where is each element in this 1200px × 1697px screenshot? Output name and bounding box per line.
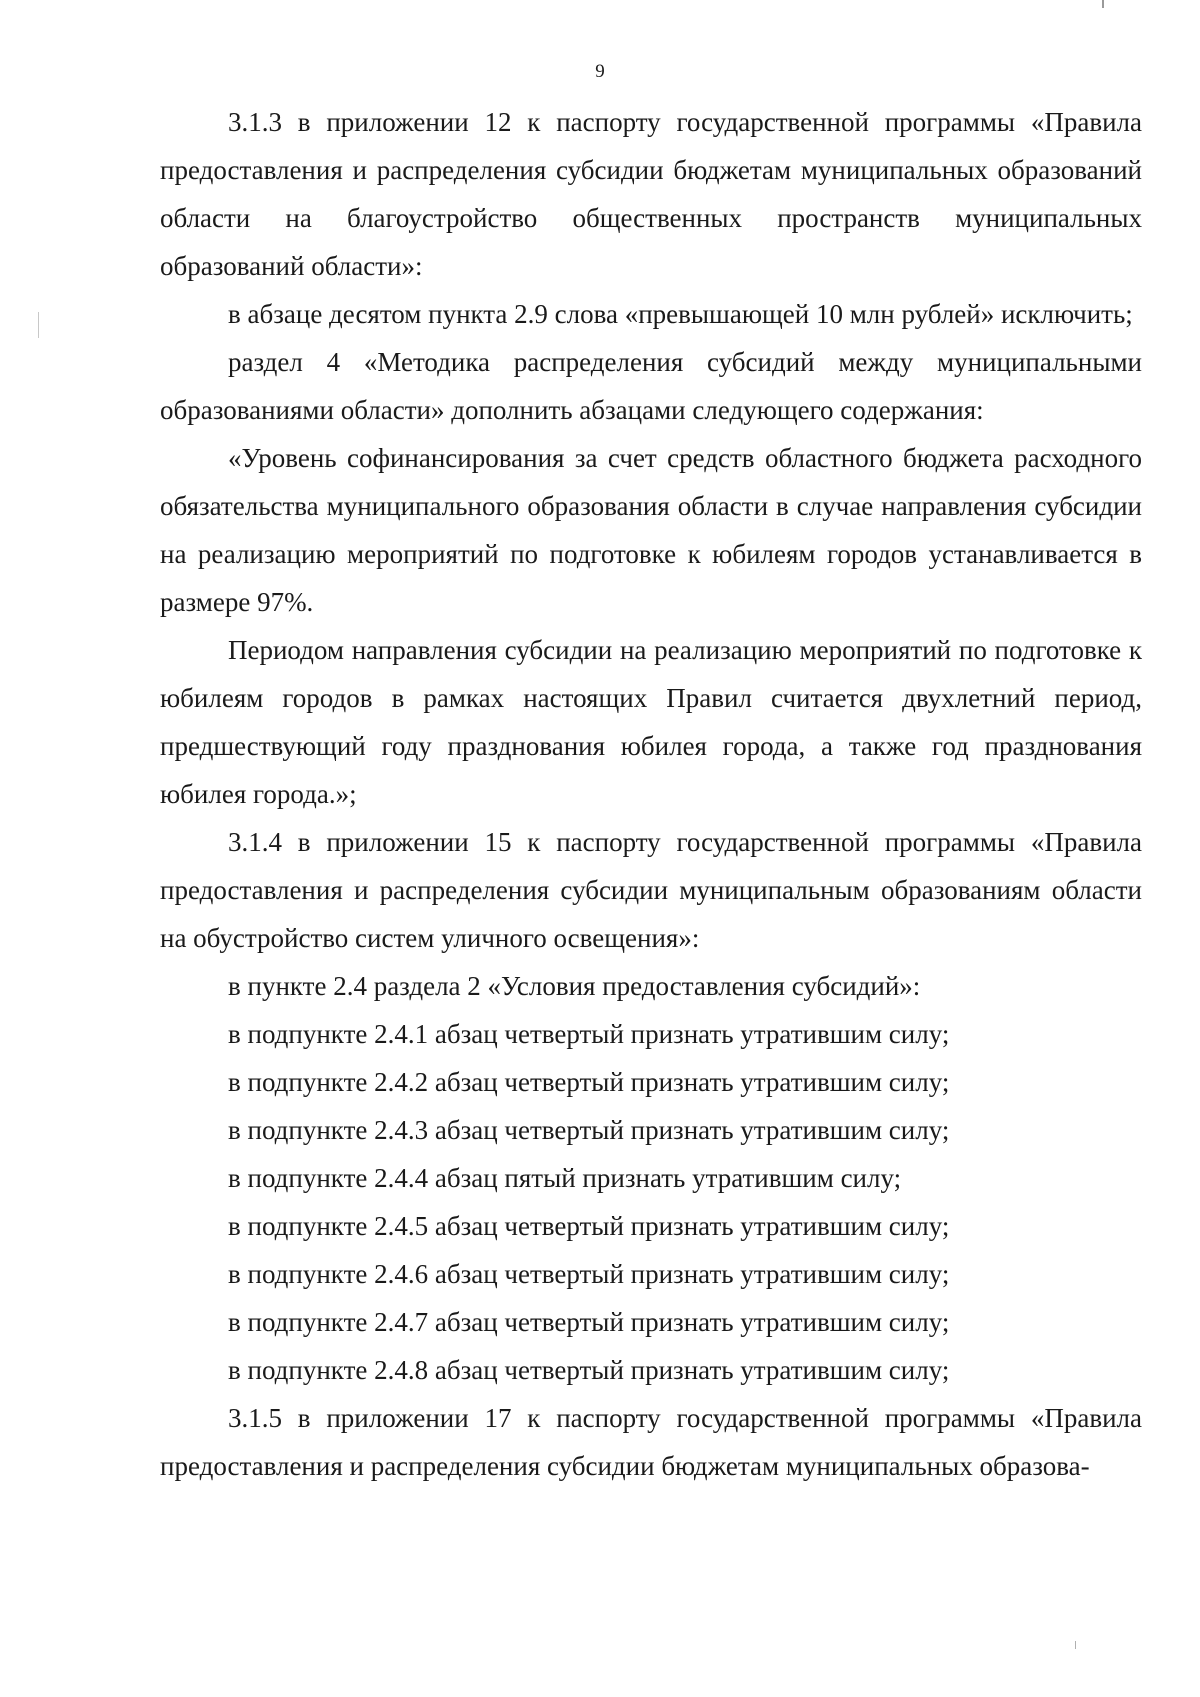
document-body [160, 98, 1142, 1490]
paragraph-subpoint-2-4-2: в подпункте 2.4.2 абзац четвертый признать утратившим силу; [228, 1067, 950, 1097]
paragraph-subpoint-2-4-6: в подпункте 2.4.6 абзац четвертый признать утратившим силу; [228, 1259, 950, 1289]
paragraph-subpoint-2-4-3: в подпункте 2.4.3 абзац четвертый признать утратившим силу; [228, 1115, 950, 1145]
paragraph-cofinancing-level: «Уровень софинансирования за счет средств областного бюджета расходного обязательства муниципального образования области в случае направления субсидии на реализацию мероприятий по подготовке к юбилеям городов устанавливается в размере 97%. [160, 443, 1142, 617]
paragraph-section-4: раздел 4 «Методика распределения субсидий между муниципальными образованиями области» дополнить абзацами следующего содержания: [160, 347, 1142, 425]
paragraph-3-1-3: 3.1.3 в приложении 12 к паспорту государственной программы «Правила предоставления и распределения субсидии бюджетам муниципальных образований области на благоустройство общественных пространств муниципальных образований области»: [160, 107, 1142, 281]
page-number: 9 [595, 61, 605, 82]
scan-mark-bottom [1075, 1641, 1076, 1649]
scan-mark [1102, 0, 1104, 8]
paragraph-period: Периодом направления субсидии на реализацию мероприятий по подготовке к юбилеям городов в рамках настоящих Правил считается двухлетний период, предшествующий году празднования юбилея города, а также год празднования юбилея города.»; [160, 635, 1142, 809]
paragraph-subpoint-2-4-5: в подпункте 2.4.5 абзац четвертый признать утратившим силу; [228, 1211, 950, 1241]
paragraph-subpoint-2-4-8: в подпункте 2.4.8 абзац четвертый признать утратившим силу; [228, 1355, 950, 1385]
paragraph-3-1-5: 3.1.5 в приложении 17 к паспорту государственной программы «Правила предоставления и распределения субсидии бюджетам муниципальных образова- [160, 1403, 1142, 1481]
paragraph-subpoint-2-4-7: в подпункте 2.4.7 абзац четвертый признать утратившим силу; [228, 1307, 950, 1337]
paragraph-subpoint-2-4-1: в подпункте 2.4.1 абзац четвертый признать утратившим силу; [228, 1019, 950, 1049]
paragraph-3-1-4: 3.1.4 в приложении 15 к паспорту государственной программы «Правила предоставления и распределения субсидии муниципальным образованиям области на обустройство систем уличного освещения»: [160, 827, 1142, 953]
paragraph-exclude-words: в абзаце десятом пункта 2.9 слова «превышающей 10 млн рублей» исключить; [228, 299, 1133, 329]
paragraph-subpoint-2-4-4: в подпункте 2.4.4 абзац пятый признать утратившим силу; [228, 1163, 902, 1193]
scan-margin-mark [38, 312, 39, 338]
paragraph-point-2-4: в пункте 2.4 раздела 2 «Условия предоставления субсидий»: [228, 971, 921, 1001]
